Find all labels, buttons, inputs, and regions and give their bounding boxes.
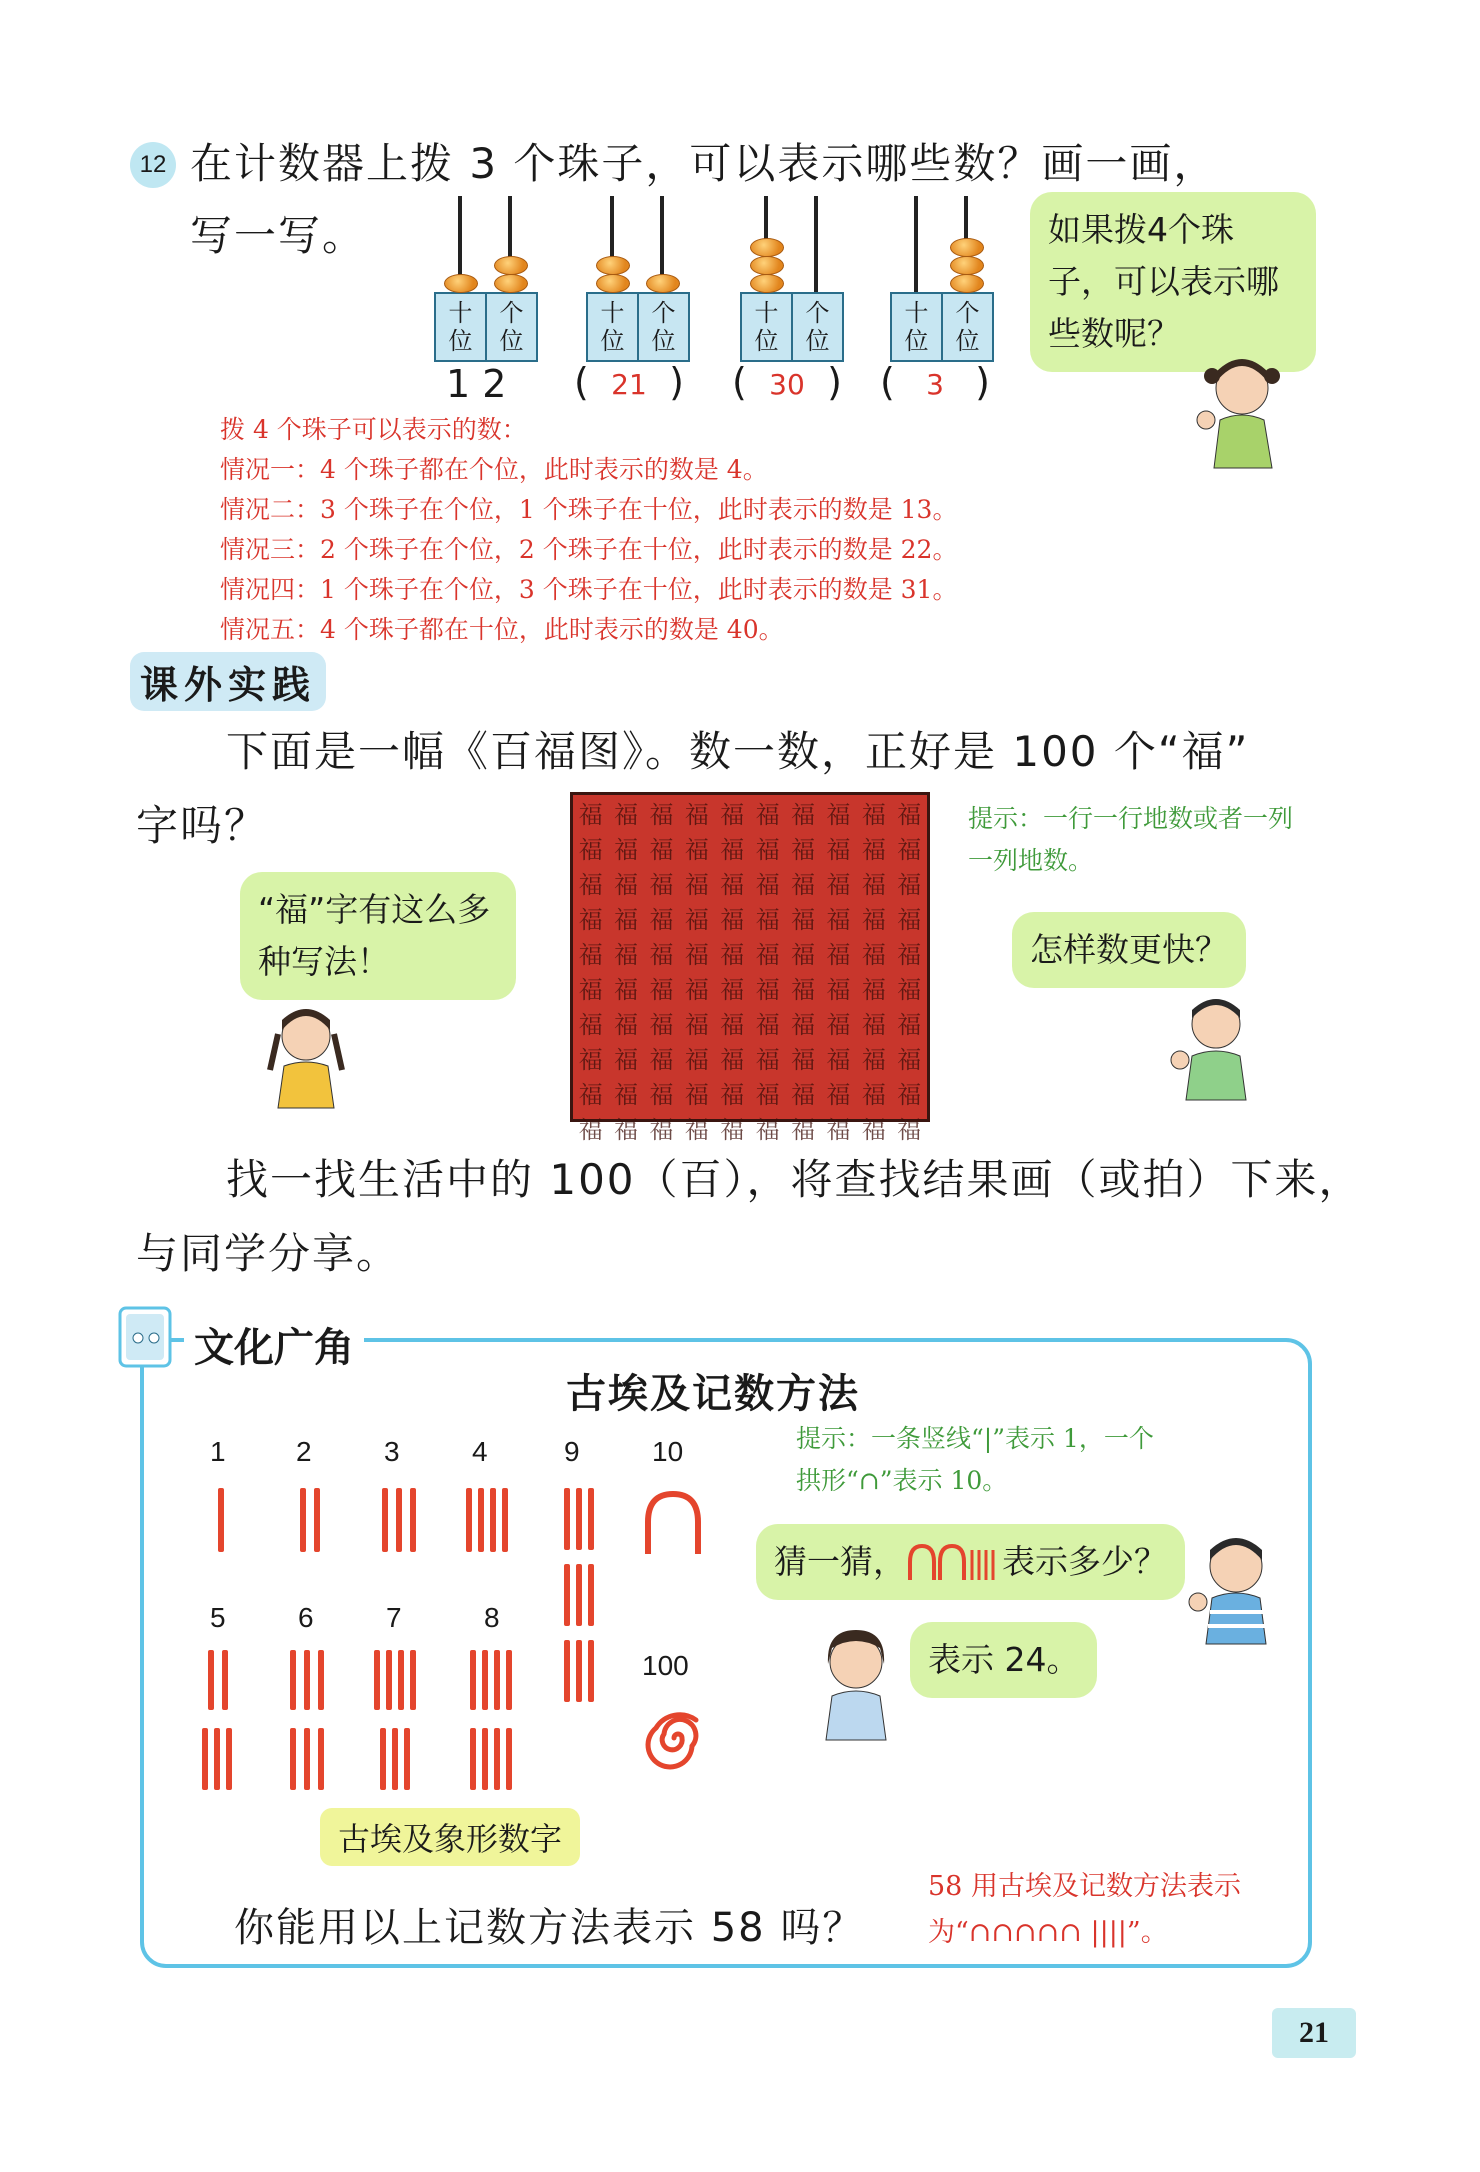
arch-ten-icon: [640, 1488, 706, 1558]
tally-stroke: [482, 1650, 488, 1710]
fu-character: 福: [755, 941, 780, 969]
guess-tail: 表示多少？: [1002, 1542, 1167, 1581]
bead: [750, 238, 784, 257]
fu-character: 福: [826, 976, 851, 1004]
fu-character: 福: [649, 1011, 674, 1039]
numeral-label-3: 3: [384, 1436, 400, 1467]
hieroglyph-tag: 古埃及象形数字: [320, 1808, 580, 1866]
fu-character: 福: [897, 801, 922, 829]
fu-character: 福: [791, 1081, 816, 1109]
fu-character: 福: [649, 1046, 674, 1074]
tally-stroke: [318, 1728, 324, 1790]
fu-character: 福: [861, 1116, 886, 1144]
speech-bubble-count-faster: 怎样数更快？: [1012, 912, 1246, 988]
answer-blank-3: ( 3 ): [880, 360, 990, 404]
tally-stroke: [576, 1640, 582, 1702]
numeral-label-100: 100: [642, 1650, 689, 1681]
fu-character: 福: [614, 1046, 639, 1074]
fu-character: 福: [826, 1046, 851, 1074]
tally-stroke: [380, 1728, 386, 1790]
fu-character: 福: [649, 801, 674, 829]
fu-character: 福: [614, 906, 639, 934]
fu-character: 福: [720, 1011, 745, 1039]
fu-character: 福: [791, 1116, 816, 1144]
fu-character: 福: [861, 1046, 886, 1074]
fu-character: 福: [826, 941, 851, 969]
culture-title: 古埃及记数方法: [566, 1371, 860, 1417]
fu-character: 福: [720, 871, 745, 899]
bead: [444, 274, 478, 293]
tally-stroke: [214, 1728, 220, 1790]
fu-character: 福: [755, 976, 780, 1004]
fu-character: 福: [614, 976, 639, 1004]
tally-stroke: [318, 1650, 324, 1710]
bead: [950, 256, 984, 275]
fu-character: 福: [897, 1116, 922, 1144]
fu-character: 福: [755, 801, 780, 829]
fifty-eight-answer-note: 58 用古埃及记数方法表示为“∩∩∩∩∩ ||||”。: [928, 1871, 1241, 1948]
tally-stroke: [374, 1650, 380, 1710]
practice-text-line4: 与同学分享。: [136, 1229, 401, 1278]
fu-character: 福: [720, 1081, 745, 1109]
fu-character: 福: [861, 1081, 886, 1109]
girl-with-braids-illustration: [256, 1000, 356, 1110]
bead: [950, 274, 984, 293]
tally-stroke: [222, 1650, 228, 1710]
fu-character: 福: [861, 976, 886, 1004]
abacus-3: 十 位 个 位: [740, 196, 844, 366]
question-number-badge: 12: [130, 142, 176, 188]
fu-character: 福: [614, 1116, 639, 1144]
fu-character: 福: [684, 836, 709, 864]
fu-character: 福: [755, 1116, 780, 1144]
fu-character: 福: [684, 801, 709, 829]
tally-stroke: [576, 1564, 582, 1626]
numeral-label-1: 1: [210, 1436, 226, 1467]
tally-stroke: [398, 1650, 404, 1710]
fu-character: 福: [649, 871, 674, 899]
fu-character: 福: [791, 836, 816, 864]
tally-stroke: [382, 1488, 388, 1552]
fu-character: 福: [791, 871, 816, 899]
fu-character: 福: [578, 1046, 603, 1074]
tally-stroke: [304, 1650, 310, 1710]
practice-text-line2: 字吗？: [136, 801, 269, 850]
practice-text-line1: 下面是一幅《百福图》。数一数，正好是 100 个“福”: [226, 727, 1250, 776]
tally-stroke: [410, 1650, 416, 1710]
fu-character: 福: [791, 1046, 816, 1074]
boy-striped-shirt-illustration: [1180, 1526, 1284, 1646]
answer-value-3: 3: [926, 368, 944, 401]
bead: [646, 274, 680, 293]
tally-stroke: [564, 1640, 570, 1702]
bead: [750, 256, 784, 275]
fu-character: 福: [614, 871, 639, 899]
fu-character: 福: [755, 836, 780, 864]
fu-character: 福: [578, 836, 603, 864]
fu-character: 福: [578, 941, 603, 969]
tally-stroke: [588, 1488, 594, 1550]
fu-character: 福: [578, 1011, 603, 1039]
fu-character: 福: [755, 871, 780, 899]
answer-value-2: 30: [769, 368, 805, 401]
speech-bubble-four-beads: 如果拨4个珠子，可以表示哪些数呢？: [1030, 192, 1316, 372]
tally-stroke: [226, 1728, 232, 1790]
tally-stroke: [470, 1650, 476, 1710]
numeral-label-7: 7: [386, 1602, 402, 1633]
speech-bubble-fu-variants: “福”字有这么多种写法！: [240, 872, 516, 1000]
page-number: 21: [1272, 2008, 1356, 2058]
abacus-1: 十 位 个 位: [434, 196, 538, 366]
tally-stroke: [494, 1728, 500, 1790]
tally-stroke: [202, 1728, 208, 1790]
fu-character: 福: [826, 1081, 851, 1109]
abacus-2: 十 位 个 位: [586, 196, 690, 366]
tally-stroke: [482, 1728, 488, 1790]
fu-character: 福: [897, 1046, 922, 1074]
fu-character: 福: [755, 906, 780, 934]
fu-character: 福: [791, 976, 816, 1004]
fu-character: 福: [861, 1011, 886, 1039]
fu-character: 福: [578, 871, 603, 899]
fu-character: 福: [861, 906, 886, 934]
fu-character: 福: [649, 1116, 674, 1144]
fu-character: 福: [720, 801, 745, 829]
fu-character: 福: [649, 941, 674, 969]
tally-stroke: [506, 1728, 512, 1790]
tally-stroke: [576, 1488, 582, 1550]
abacus-4: 十 位 个 位: [890, 196, 994, 366]
fu-character: 福: [720, 836, 745, 864]
fu-character: 福: [720, 906, 745, 934]
section-heading-practice: 课外实践: [130, 652, 326, 711]
fu-character: 福: [755, 1011, 780, 1039]
question-text-line1: 在计数器上拨 3 个珠子，可以表示哪些数？画一画，: [190, 139, 1218, 188]
numeral-label-10: 10: [652, 1436, 684, 1467]
fu-character: 福: [791, 1011, 816, 1039]
fu-character: 福: [684, 871, 709, 899]
tally-stroke: [314, 1488, 320, 1552]
fu-character: 福: [826, 871, 851, 899]
fu-character: 福: [755, 1046, 780, 1074]
egyptian-hint: 提示：一条竖线“|”表示 1，一个拱形“∩”表示 10。: [796, 1424, 1154, 1495]
fu-character: 福: [614, 801, 639, 829]
fu-character: 福: [684, 1011, 709, 1039]
fu-character: 福: [861, 941, 886, 969]
tally-stroke: [386, 1650, 392, 1710]
fu-character: 福: [826, 1116, 851, 1144]
girl-blue-dress-illustration: [806, 1624, 906, 1742]
fu-character: 福: [897, 976, 922, 1004]
tally-stroke: [502, 1488, 508, 1552]
fu-character: 福: [897, 1011, 922, 1039]
fu-character: 福: [649, 1081, 674, 1109]
practice-text-line3: 找一找生活中的 100（百），将查找结果画（或拍）下来，: [226, 1155, 1363, 1204]
given-number: 1 2: [446, 362, 507, 406]
boy-green-shirt-illustration: [1166, 988, 1266, 1102]
fu-character: 福: [861, 836, 886, 864]
question-text-line2: 写一写。: [190, 211, 367, 260]
fu-character: 福: [826, 836, 851, 864]
fu-character: 福: [649, 976, 674, 1004]
tally-stroke: [304, 1728, 310, 1790]
fu-character: 福: [791, 941, 816, 969]
fu-character: 福: [578, 1081, 603, 1109]
fu-character: 福: [684, 976, 709, 1004]
bead: [494, 256, 528, 275]
culture-question: 你能用以上记数方法表示 58 吗？: [234, 1905, 865, 1951]
numeral-label-2: 2: [296, 1436, 312, 1467]
fu-character: 福: [897, 941, 922, 969]
bead: [596, 256, 630, 275]
fu-character: 福: [614, 1081, 639, 1109]
fu-character: 福: [897, 906, 922, 934]
answer-blank-1: ( 21 ): [574, 360, 684, 404]
answer-blank-2: ( 30 ): [732, 360, 842, 404]
tally-stroke: [490, 1488, 496, 1552]
fu-character: 福: [649, 906, 674, 934]
fu-character: 福: [897, 871, 922, 899]
tally-stroke: [396, 1488, 402, 1552]
fu-character: 福: [720, 1046, 745, 1074]
answer-value-1: 21: [611, 368, 647, 401]
numeral-label-4: 4: [472, 1436, 488, 1467]
fu-character: 福: [861, 871, 886, 899]
fu-character: 福: [684, 1081, 709, 1109]
fu-character: 福: [684, 1046, 709, 1074]
fu-character: 福: [578, 801, 603, 829]
hundred-fu-picture: [570, 792, 930, 1144]
fu-character: 福: [614, 1011, 639, 1039]
speech-bubble-guess: [756, 1524, 1185, 1600]
bead: [750, 274, 784, 293]
tally-stroke: [494, 1650, 500, 1710]
bead: [596, 274, 630, 293]
tally-stroke: [466, 1488, 472, 1552]
fu-character: 福: [578, 976, 603, 1004]
fu-character: 福: [684, 941, 709, 969]
tally-stroke: [208, 1650, 214, 1710]
four-beads-notes: 拨 4 个珠子可以表示的数： 情况一：4 个珠子都在个位，此时表示的数是 4。 情况二：3 个珠子在个位，1 个珠子在十位，此时表示的数是 13。 情况三：2 个珠子在个位，2 个珠子在十位，此时表示的数是 22。 情况四：1 个珠子在个位，3 个珠子在十位，此时表示的数是 31。 情况五：4 个珠子都在十位，此时表示的数是 40。: [220, 415, 958, 644]
fu-character: 福: [897, 1081, 922, 1109]
tally-stroke: [506, 1650, 512, 1710]
fu-character: 福: [684, 906, 709, 934]
fu-character: 福: [720, 941, 745, 969]
fu-character: 福: [614, 836, 639, 864]
tally-stroke: [392, 1728, 398, 1790]
fu-character: 福: [578, 1116, 603, 1144]
fu-character: 福: [826, 906, 851, 934]
fu-character: 福: [791, 906, 816, 934]
arch-arch-tally-icon: [906, 1542, 1002, 1582]
numeral-label-8: 8: [484, 1602, 500, 1633]
tally-stroke: [564, 1564, 570, 1626]
tally-stroke: [478, 1488, 484, 1552]
fu-character: 福: [861, 801, 886, 829]
bead: [494, 274, 528, 293]
tally-stroke: [410, 1488, 416, 1552]
fu-character: 福: [720, 976, 745, 1004]
practice-hint: 提示：一行一行地数或者一列一列地数。: [968, 804, 1294, 875]
speech-bubble-answer: 表示 24。: [910, 1622, 1097, 1698]
tally-stroke: [300, 1488, 306, 1552]
numeral-label-5: 5: [210, 1602, 226, 1633]
tally-stroke: [218, 1488, 224, 1552]
fu-character: 福: [755, 1081, 780, 1109]
fu-character: 福: [614, 941, 639, 969]
fu-character: 福: [720, 1116, 745, 1144]
numeral-label-6: 6: [298, 1602, 314, 1633]
fu-character: 福: [578, 906, 603, 934]
tally-stroke: [404, 1728, 410, 1790]
fu-character: 福: [684, 1116, 709, 1144]
bead: [950, 238, 984, 257]
tally-stroke: [588, 1640, 594, 1702]
coil-hundred-icon: [640, 1700, 716, 1776]
fu-character: 福: [826, 801, 851, 829]
numeral-label-9: 9: [564, 1436, 580, 1467]
tally-stroke: [588, 1564, 594, 1626]
guess-label: 猜一猜，: [774, 1542, 906, 1581]
fu-character: 福: [649, 836, 674, 864]
fu-character: 福: [897, 836, 922, 864]
fu-character: 福: [826, 1011, 851, 1039]
tally-stroke: [290, 1650, 296, 1710]
fu-character: 福: [791, 801, 816, 829]
tally-stroke: [470, 1728, 476, 1790]
tally-stroke: [290, 1728, 296, 1790]
section-heading-culture: 文化广角: [184, 1316, 364, 1373]
tally-stroke: [564, 1488, 570, 1550]
book-icon: [112, 1300, 178, 1374]
